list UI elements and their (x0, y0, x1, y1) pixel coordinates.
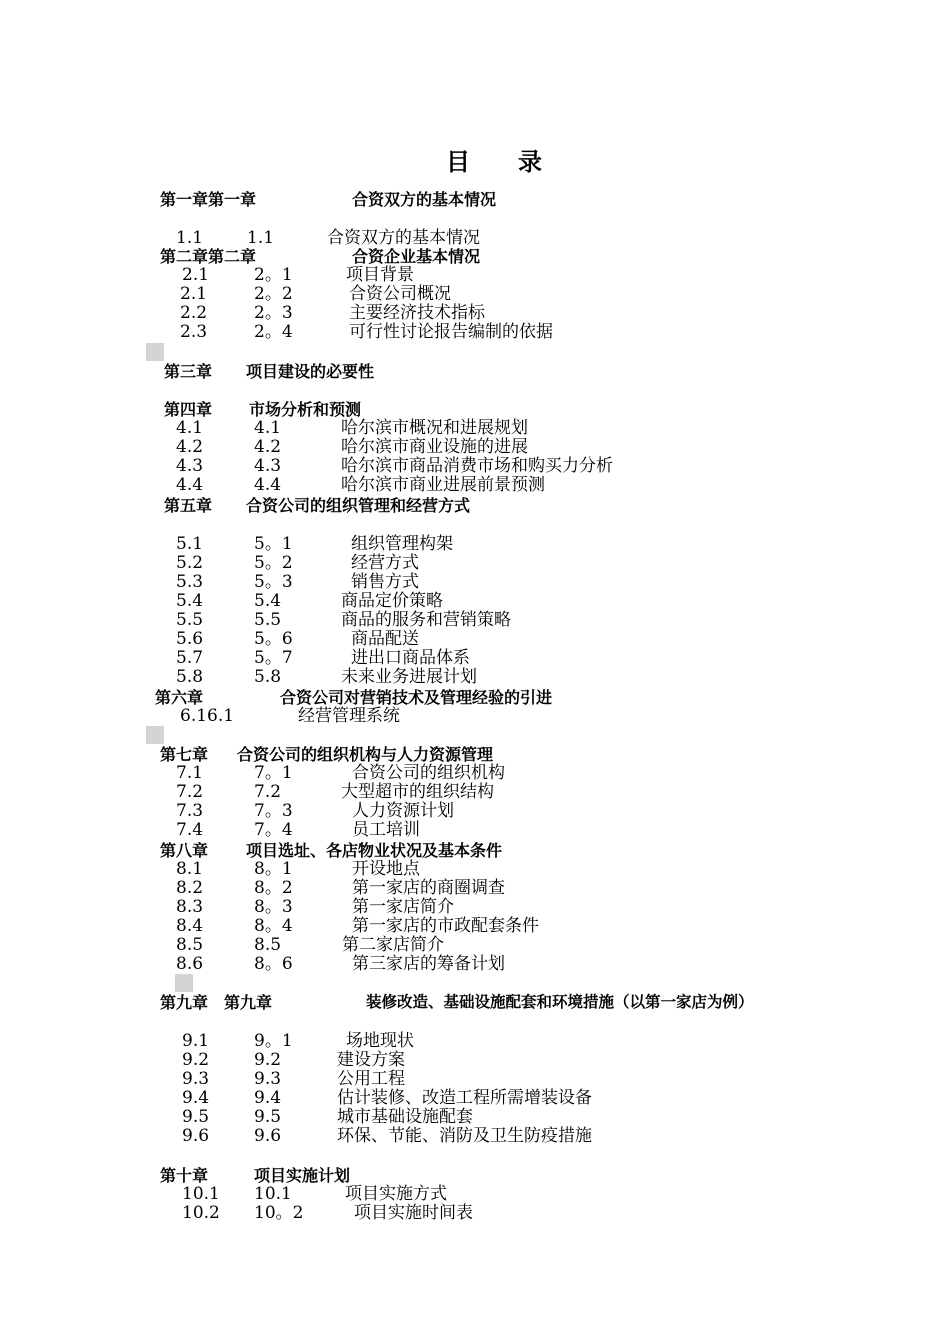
section-number-alt: 2。1 (254, 265, 293, 285)
section-title: 哈尔滨市商业进展前景预测 (341, 475, 545, 495)
section-number-alt: 5.4 (254, 591, 282, 611)
chapter-1-number: 第一章第一章 (160, 190, 257, 209)
section-title: 大型超市的组织结构 (341, 782, 494, 802)
section-title: 城市基础设施配套 (337, 1107, 473, 1127)
section-title: 建设方案 (337, 1050, 405, 1070)
section-number-alt: 9。1 (254, 1031, 293, 1051)
chapter-2-title: 合资企业基本情况 (352, 247, 481, 266)
section-number: 5.2 (176, 553, 204, 573)
section-number-alt: 8。6 (254, 954, 293, 974)
section-title: 场地现状 (346, 1031, 414, 1051)
section-number-alt: 10.1 (254, 1184, 292, 1204)
section-title: 项目背景 (346, 265, 414, 285)
section-number-alt: 8。2 (254, 878, 293, 898)
section-number-alt: 4.1 (254, 418, 282, 438)
chapter-6-number: 第六章 (155, 688, 204, 707)
section-number: 8.6 (176, 954, 204, 974)
chapter-6-title: 合资公司对营销技术及管理经验的引进 (280, 688, 553, 707)
section-number-alt: 2。2 (254, 284, 293, 304)
section-number-alt: 9.3 (254, 1069, 282, 1089)
chapter-9-title: 装修改造、基础设施配套和环境措施（以第一家店为例） (366, 993, 754, 1011)
section-number-alt: 8。3 (254, 897, 293, 917)
section-number-alt: 4.4 (254, 475, 282, 495)
section-number: 8.1 (176, 859, 204, 879)
section-number: 5.6 (176, 629, 204, 649)
section-number-alt: 10。2 (254, 1203, 304, 1223)
section-number: 4.1 (176, 418, 204, 438)
section-number: 9.5 (182, 1107, 210, 1127)
section-title: 第一家店的商圈调查 (352, 878, 505, 898)
section-title: 第二家店简介 (342, 935, 444, 955)
section-title: 商品配送 (351, 629, 419, 649)
section-title: 未来业务进展计划 (341, 667, 477, 687)
section-title: 估计装修、改造工程所需增装设备 (337, 1088, 592, 1108)
section-title: 公用工程 (337, 1069, 405, 1089)
section-title: 可行性讨论报告编制的依据 (349, 322, 553, 342)
section-number: 5.4 (176, 591, 204, 611)
section-number: 5.3 (176, 572, 204, 592)
section-number: 7.2 (176, 782, 204, 802)
section-number-alt: 7。4 (254, 820, 293, 840)
section-number-alt: 7。3 (254, 801, 293, 821)
section-number-alt: 2。4 (254, 322, 293, 342)
section-title: 开设地点 (352, 859, 420, 879)
section-title: 人力资源计划 (352, 801, 454, 821)
section-number: 7.1 (176, 763, 204, 783)
section-title: 项目实施方式 (345, 1184, 447, 1204)
section-title: 商品定价策略 (341, 591, 443, 611)
section-title: 合资公司概况 (349, 284, 451, 304)
section-number-alt: 9.2 (254, 1050, 282, 1070)
section-number: 9.2 (182, 1050, 210, 1070)
section-title: 第一家店的市政配套条件 (352, 916, 539, 936)
chapter-2-number: 第二章第二章 (160, 247, 257, 266)
chapter-8-number: 第八章 (160, 841, 209, 860)
chapter-3-number: 第三章 (164, 362, 213, 381)
section-number-alt: 7。1 (254, 763, 293, 783)
section-title: 组织管理构架 (351, 534, 453, 554)
section-title: 主要经济技术指标 (349, 303, 485, 323)
section-number: 9.6 (182, 1126, 210, 1146)
section-number: 4.4 (176, 475, 204, 495)
section-title: 第三家店的筹备计划 (352, 954, 505, 974)
section-number-alt: 9.4 (254, 1088, 282, 1108)
chapter-7-number: 第七章 (160, 745, 209, 764)
section-number: 9.4 (182, 1088, 210, 1108)
section-number: 9.1 (182, 1031, 210, 1051)
section-title: 哈尔滨市商业设施的进展 (341, 437, 528, 457)
section-title: 项目实施时间表 (354, 1203, 473, 1223)
section-title: 合资公司的组织机构 (352, 763, 505, 783)
section-number-alt: 5.5 (254, 610, 282, 630)
section-1-1-title: 合资双方的基本情况 (327, 228, 480, 248)
section-number: 8.4 (176, 916, 204, 936)
section-number-alt: 5。7 (254, 648, 293, 668)
section-number: 5.7 (176, 648, 204, 668)
section-number: 10.2 (182, 1203, 220, 1223)
section-number-alt: 2。3 (254, 303, 293, 323)
section-number-alt: 8。1 (254, 859, 293, 879)
section-number: 6.16.1 (180, 706, 235, 726)
section-number: 2.3 (180, 322, 208, 342)
section-number: 8.2 (176, 878, 204, 898)
section-number-alt: 5。3 (254, 572, 293, 592)
section-number: 8.5 (176, 935, 204, 955)
chapter-4-number: 第四章 (164, 400, 213, 419)
chapter-10-number: 第十章 (160, 1166, 209, 1185)
section-title: 哈尔滨市概况和进展规划 (341, 418, 528, 438)
chapter-3-title: 项目建设的必要性 (246, 362, 375, 381)
section-title: 第一家店简介 (352, 897, 454, 917)
section-title: 员工培训 (352, 820, 420, 840)
section-1-1-number: 1.1 (176, 228, 204, 248)
chapter-5-title: 合资公司的组织管理和经营方式 (246, 496, 471, 515)
section-number-alt: 5。2 (254, 553, 293, 573)
section-number: 4.3 (176, 456, 204, 476)
section-title: 进出口商品体系 (351, 648, 470, 668)
section-title: 经营方式 (351, 553, 419, 573)
section-number: 9.3 (182, 1069, 210, 1089)
section-number-alt: 8.5 (254, 935, 282, 955)
section-number-alt: 5。6 (254, 629, 293, 649)
chapter-1-title: 合资双方的基本情况 (352, 190, 497, 209)
section-number: 7.3 (176, 801, 204, 821)
section-title: 环保、节能、消防及卫生防疫措施 (337, 1126, 592, 1146)
section-number-alt: 9.6 (254, 1126, 282, 1146)
grey-marker (175, 974, 193, 992)
page-title: 目 录 (446, 148, 542, 176)
grey-marker (146, 343, 164, 361)
section-title: 销售方式 (351, 572, 419, 592)
section-number: 7.4 (176, 820, 204, 840)
section-1-1-number-alt: 1.1 (247, 228, 275, 248)
section-number-alt: 5.8 (254, 667, 282, 687)
chapter-4-title: 市场分析和预测 (249, 400, 362, 419)
section-number-alt: 4.2 (254, 437, 282, 457)
grey-marker (146, 726, 164, 744)
section-number: 5.8 (176, 667, 204, 687)
chapter-8-title: 项目选址、各店物业状况及基本条件 (246, 841, 503, 860)
chapter-7-title: 合资公司的组织机构与人力资源管理 (237, 745, 494, 764)
section-number: 8.3 (176, 897, 204, 917)
section-title: 经营管理系统 (298, 706, 400, 726)
section-number: 2.1 (180, 284, 208, 304)
section-number: 5.1 (176, 534, 204, 554)
section-number-alt: 9.5 (254, 1107, 282, 1127)
section-number: 2.2 (180, 303, 208, 323)
section-number-alt: 7.2 (254, 782, 282, 802)
section-title: 商品的服务和营销策略 (341, 610, 511, 630)
section-number: 5.5 (176, 610, 204, 630)
section-number: 4.2 (176, 437, 204, 457)
section-number: 2.1 (182, 265, 210, 285)
section-number-alt: 8。4 (254, 916, 293, 936)
chapter-10-title: 项目实施计划 (254, 1166, 351, 1185)
chapter-5-number: 第五章 (164, 496, 213, 515)
section-number: 10.1 (182, 1184, 220, 1204)
section-number-alt: 4.3 (254, 456, 282, 476)
section-title: 哈尔滨市商品消费市场和购买力分析 (341, 456, 613, 476)
chapter-9-number: 第九章 第九章 (160, 993, 273, 1012)
section-number-alt: 5。1 (254, 534, 293, 554)
